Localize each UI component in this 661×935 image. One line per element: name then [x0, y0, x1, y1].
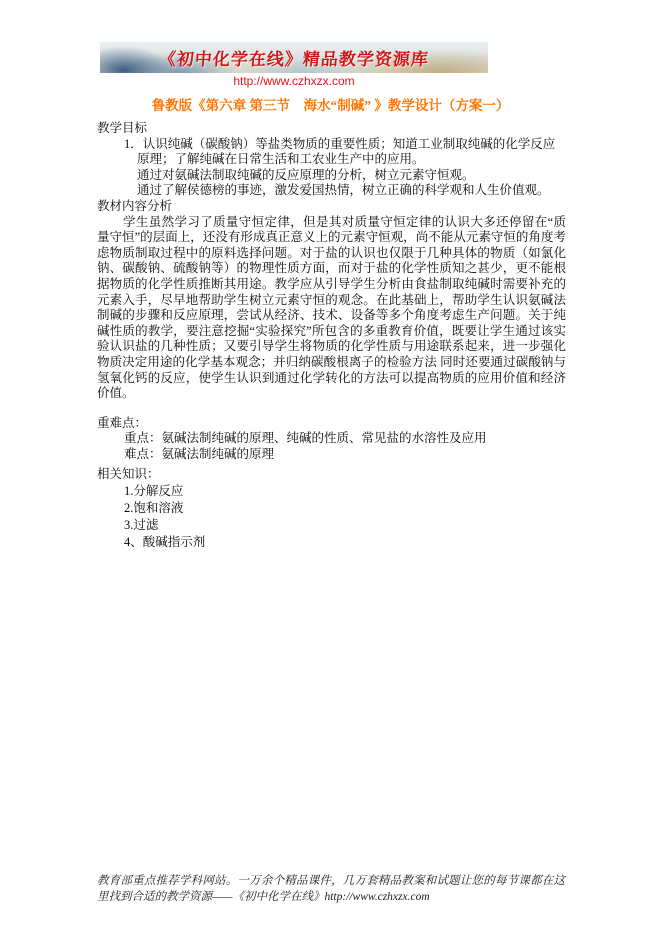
site-banner	[100, 42, 488, 88]
objective-item-2: 通过对氨碱法制取纯碱的反应原理的分析，树立元素守恒观。	[137, 167, 475, 182]
document-body	[97, 121, 566, 551]
related-item-3: 3.过滤	[124, 518, 159, 533]
banner-title: 《初中化学在线》精品教学资源库	[158, 50, 430, 69]
banner-image	[100, 42, 488, 73]
related-item-2: 2.饱和溶液	[124, 501, 184, 516]
page-title: 鲁教版《第六章 第三节 海水“制碱” 》教学设计（方案一）	[151, 98, 510, 113]
section-heading-objectives: 教学目标	[97, 121, 148, 135]
key-point-line: 重点：氨碱法制纯碱的原理、纯碱的性质、常见盐的水溶性及应用	[124, 431, 487, 446]
related-item-1: 1.分解反应	[124, 484, 184, 499]
analysis-paragraph: 学生虽然学习了质量守恒定律，但是其对质量守恒定律的认识大多还停留在“质量守恒”的层面上，还没有形成真正意义上的元素守恒观，尚不能从元素守恒的角度考虑物质制取过程中的原料选择问题。对于盐的认识也仅限于几种具体的物质（如氯化钠、碳酸钠、硫酸钠等）的物理性质方面，而对于盐的化学性质知之甚少，更不能根据物质的化学性质推断其用途。教学应从引导学生分析由食盐制取纯碱时需要补充的元素入手，尽早地帮助学生树立元素守恒的观念。在此基础上，帮助学生认识氨碱法制碱的步骤和反应原理，尝试从经济、技术、设备等多个角度考虑生产问题。关于纯碱性质的教学，要注意挖掘“实验探究”所包含的多重教育价值，既要让学生通过该实验认识盐的几种性质；又要引导学生将物质的化学性质与用途联系起来，进一步强化物质决定用途的化学基本观念；并归纳碳酸根离子的检验方法 同时还要通过碳酸钠与氢氧化钙的反应，使学生认识到通过化学转化的方法可以提高物质的应用价值和经济价值。	[97, 214, 566, 401]
footer-note: 教育部重点推荐学科网站。一万余个精品课件，几万套精品教案和试题让您的每节课都在这里找到合适的教学资源——《初中化学在线》http://www.czhxzx.com	[97, 875, 565, 903]
banner-url-link[interactable]: http://www.czhxzx.com	[233, 74, 355, 88]
difficult-point-line: 难点：氨碱法制纯碱的原理	[124, 446, 275, 461]
section-heading-keypoints: 重难点：	[97, 415, 148, 430]
objective-item-1: 1．认识纯碱（碳酸钠）等盐类物质的重要性质；知道工业制取纯碱的化学反应原理；了解纯碱在日常生活和工农业生产中的应用。	[124, 136, 556, 167]
objective-item-3: 通过了解侯德榜的事迹，激发爱国热情，树立正确的科学观和人生价值观。	[137, 183, 550, 198]
section-heading-analysis: 教材内容分析	[97, 198, 173, 213]
related-item-4: 4、酸碱指示剂	[124, 535, 206, 550]
section-heading-related: 相关知识：	[97, 467, 160, 482]
